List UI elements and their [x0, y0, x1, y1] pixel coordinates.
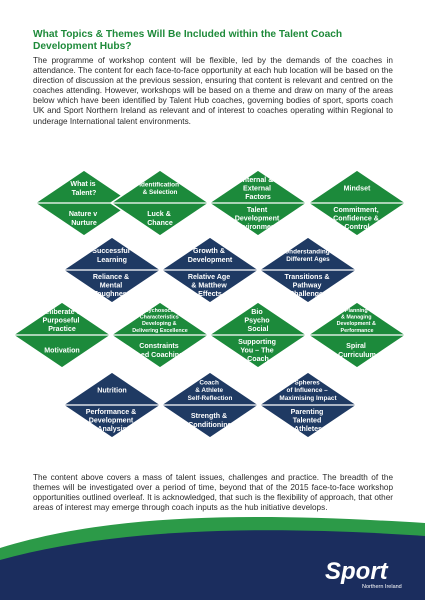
logo-region-text: Northern Ireland — [362, 584, 402, 590]
topic-bottom-label: Constraints Led Coaching — [136, 342, 184, 359]
topic-top-label: Internal & External Factors — [240, 175, 276, 202]
topic-bottom-label: Motivation — [44, 346, 80, 355]
topic-bottom-label: Luck & Chance — [147, 210, 173, 227]
topic-bottom-label: Transitions & Pathway Challenges — [284, 272, 332, 299]
topic-bottom-label: Talent Development Environments — [234, 205, 282, 232]
topic-top-label: Successful Learning — [92, 247, 132, 264]
topic-bottom-label: Spiral Curriculum — [338, 342, 376, 359]
topic-bottom-label: Nature v Nurture — [68, 210, 100, 227]
topic-top-label: What is Talent? — [70, 180, 98, 197]
topic-bottom-label: Reliance & Mental Toughness — [92, 272, 132, 299]
topic-top-label: Coach & Athlete Self-Reflection — [187, 379, 233, 403]
topic-top-label: Bio Psycho Social — [244, 307, 272, 334]
topic-top-label: Identification & Selection — [139, 181, 181, 197]
topic-top-label: Deliberate & Purposeful Practice — [40, 307, 84, 334]
topic-bottom-label: Performance & Development Analysis — [85, 407, 139, 434]
topic-top-label: Growth & Development — [187, 247, 233, 264]
page-heading: What Topics & Themes Will Be Included within the Talent Coach Development Hubs? — [33, 29, 343, 52]
intro-paragraph: The programme of workshop content will be flexible, led by the demands of the coaches in attendance. The content for each face-to-face opportunity at each hub location will be based on the direction of discussion at the previous session, ensuring that content is relevant and centred on the coaches attending. However, workshops will be based on a theme and draw on many of the areas below which have been identified by Talent Hub coaches, governing bodies of sport, sports coach UK and Sport Northern Ireland as relevant and of interest to coaches operating within Regional to underage International talent environments. — [33, 56, 393, 126]
topic-top-label: Understanding Different Ages — [284, 248, 332, 264]
topic-bottom-label: Supporting You – The Coach — [238, 337, 278, 364]
topic-bottom-label: Strength & Conditioning — [188, 412, 232, 429]
logo-brand-text: Sport — [325, 558, 388, 585]
topic-top-label: Nutrition — [97, 386, 127, 395]
topic-top-label: Mindset — [343, 184, 371, 193]
topic-bottom-label: Relative Age & Matthew Effects — [187, 272, 233, 299]
topic-bottom-label: Parenting Talented Athletes — [290, 407, 326, 434]
topic-bottom-label: Commitment, Confidence & Control — [333, 205, 381, 232]
topic-top-label: Planning & Managing Development & Performance — [336, 308, 378, 334]
topic-top-label: Psychosocial Characteristics Developing & Delivering Excellence — [132, 308, 188, 334]
topic-top-label: Spheres of Influence – Maximising Impact — [279, 379, 337, 403]
closing-paragraph: The content above covers a mass of talent issues, challenges and practice. The breadth of the themes will be investigated over a period of time, beyond that of the 2015 face-to-face workshop opportunities outlined overleaf. It is acknowledged, that such is the flexibility of approach, that other areas of interest may emerge through coach inputs as the hub initiative develops. — [33, 473, 393, 513]
